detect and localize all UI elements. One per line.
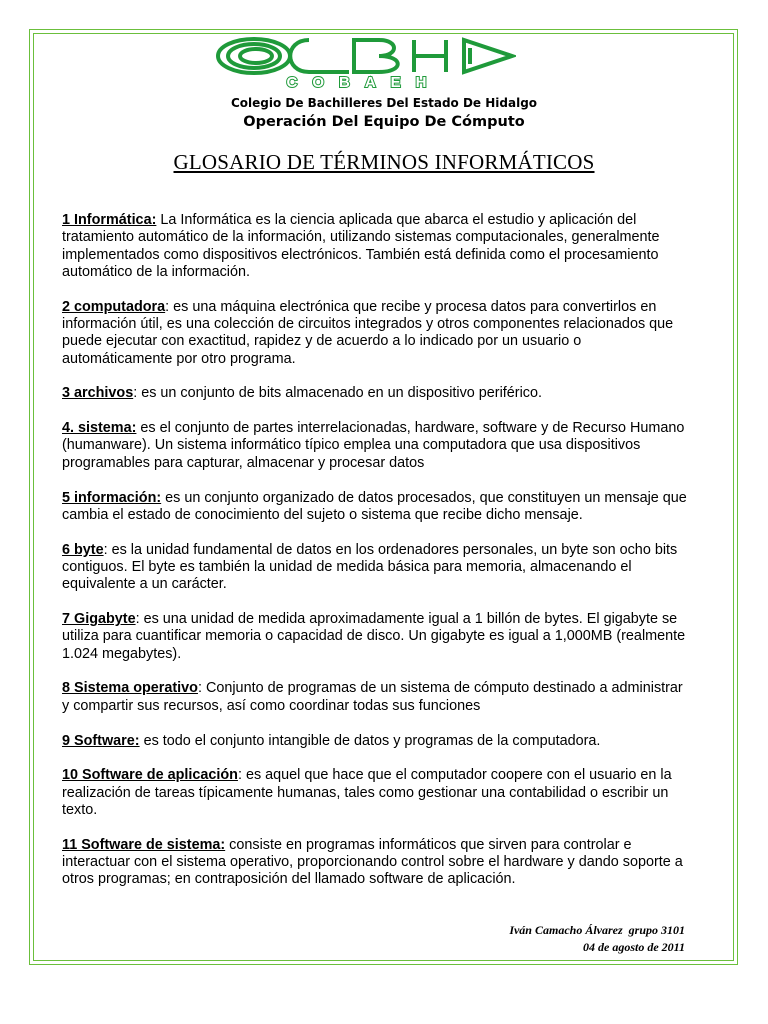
term-definition: : es aquel que hace que el computador coopere con el usuario en la realización de tareas típicamente humanas, tales como gestionar una contabilidad o escribir un texto. <box>62 767 672 818</box>
glossary-entry <box>62 212 692 281</box>
term-label: 3 archivos <box>62 385 134 402</box>
term-label: 4. sistema: <box>62 420 137 437</box>
term-definition: es un conjunto organizado de datos procesados, que constituyen un mensaje que cambia el estado de conocimiento del sujeto o sistema que recibe dicho mensaje. <box>62 489 687 523</box>
term-definition: La Informática es la ciencia aplicada que abarca el estudio y aplicación del tratamiento automático de la información, utilizando sistemas computacionales, generalmente implementados como dispositivos electrónicos. También está definida como el procesamiento automático de la información. <box>62 212 660 280</box>
term-definition: es todo el conjunto intangible de datos y programas de la computadora. <box>139 732 601 749</box>
author-line: Iván Camacho Álvarez grupo 3101 <box>509 923 685 937</box>
term-label: 11 Software de sistema: <box>62 836 226 853</box>
glossary-entry <box>62 420 692 472</box>
term-label: 8 Sistema operativo <box>62 680 198 697</box>
term-label: 5 información: <box>62 489 162 506</box>
subject-name: Operación Del Equipo De Cómputo <box>243 114 525 130</box>
term-label: 9 Software: <box>62 732 140 749</box>
glossary-entry <box>62 680 692 715</box>
school-name: Colegio De Bachilleres Del Estado De Hidalgo <box>230 96 538 110</box>
glossary-entry <box>62 299 692 368</box>
glossary-entry <box>62 490 692 525</box>
term-definition: : Conjunto de programas de un sistema de cómputo destinado a administrar y compartir sus recursos, así como coordinar todas sus funciones <box>62 680 683 714</box>
cobaeh-logo <box>214 36 516 90</box>
term-definition: es el conjunto de partes interrelacionadas, hardware, software y de Recurso Humano (humanware). Un sistema informático típico emplea una computadora que usa dispositivos programables para capturar, almacenar y procesar datos <box>62 420 685 471</box>
term-label: 2 computadora <box>62 298 166 315</box>
glossary-list <box>62 212 692 906</box>
term-definition: : es una unidad de medida aproximadamente igual a 1 billón de bytes. El gigabyte se utiliza para cuantificar memoria o capacidad de disco. Un gigabyte es igual a 1,000MB (realmente 1.024 megabytes). <box>62 611 686 662</box>
glossary-entry <box>62 542 692 594</box>
term-label: 10 Software de aplicación <box>62 767 238 784</box>
date-line: 04 de agosto de 2011 <box>583 940 685 954</box>
signature-block <box>509 922 685 956</box>
glossary-entry <box>62 385 692 402</box>
glossary-entry <box>62 837 692 889</box>
term-definition: consiste en programas informáticos que sirven para controlar e interactuar con el sistema operativo, proporcionando control sobre el hardware y dando soporte a otros programas; en contraposición del llamado software de aplicación. <box>62 836 683 888</box>
term-label: 1 Informática: <box>62 212 157 228</box>
term-label: 6 byte <box>62 541 104 558</box>
glossary-entry <box>62 611 692 663</box>
term-definition: : es la unidad fundamental de datos en los ordenadores personales, un byte son ocho bits contiguos. El byte es también la unidad de medida básica para memoria, almacenando el equivalente a un carácter. <box>62 541 678 593</box>
glossary-entry <box>62 767 692 819</box>
term-definition: : es una máquina electrónica que recibe y procesa datos para convertirlos en información útil, es una colección de circuitos integrados y otros componentes relacionados que puede ejecutar con exactitud, rapidez y de acuerdo a lo indicado por un usuario o automáticamente por otro programa. <box>62 298 674 367</box>
glossary-entry <box>62 733 692 750</box>
logo-wordmark: COBAEH <box>286 74 442 90</box>
page-title: GLOSARIO DE TÉRMINOS INFORMÁTICOS <box>173 150 595 174</box>
term-label: 7 Gigabyte <box>62 611 136 628</box>
term-definition: : es un conjunto de bits almacenado en un dispositivo periférico. <box>133 385 542 402</box>
